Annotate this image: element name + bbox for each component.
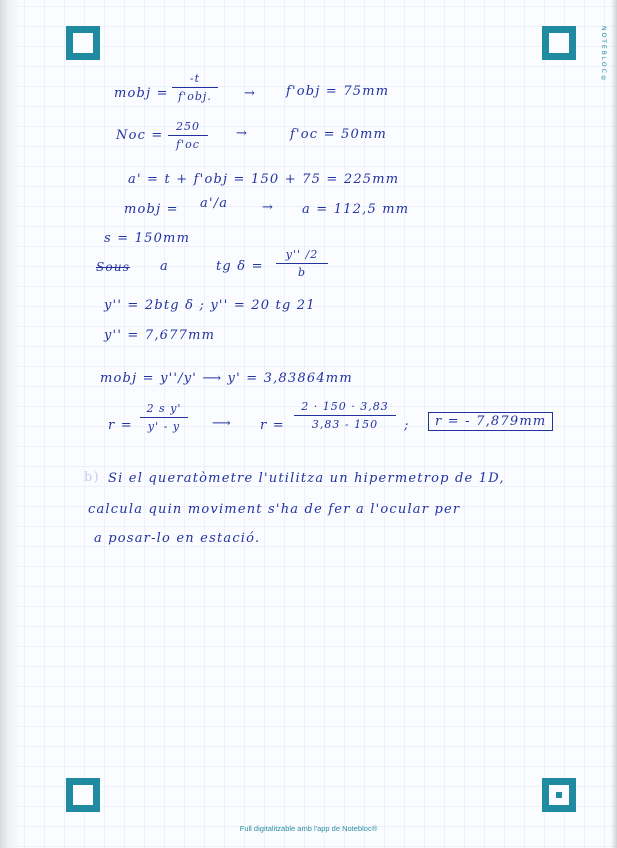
line10-lhs: r = [108,418,133,433]
fraction-bar [294,415,396,416]
question-line-3: a posar-lo en estació. [94,531,261,546]
question-line-1: Si el queratòmetre l'utilitza un hipermetrop de 1D, [108,471,505,486]
line2-lhs: Noc = [116,128,164,143]
line10-arrow-icon: ⟶ [212,416,232,431]
fraction-bar [168,135,208,136]
line8-text: y'' = 7,677mm [104,328,216,343]
corner-marker-bottom-right [542,778,576,812]
fraction-bar [172,87,218,88]
line6-fraction [276,248,328,279]
line1-numerator: -t [189,72,201,85]
footer-notice: Full digitalitzable amb l'app de Notebloc® [239,824,378,833]
line10-mid: r = [260,418,285,433]
question-label: b) [84,470,100,485]
line2-arrow-icon: → [236,126,249,141]
line6-lhs: tg δ = [216,259,264,274]
line10-fraction-1 [140,402,188,433]
line10-denominator-2: 3,83 - 150 [311,418,379,431]
fraction-bar [140,417,188,418]
corner-marker-top-right [542,26,576,60]
line2-numerator: 250 [176,120,200,133]
brand-vertical-text: NOTEBLOC® [600,26,607,84]
marker-dot-icon [556,792,562,798]
page-edge-shadow [611,0,617,848]
line10-denominator-1: y' - y [147,420,181,433]
corner-marker-top-left [66,26,100,60]
line10-fraction-2 [294,400,396,431]
line1-result: f'obj = 75mm [286,84,390,99]
line4-lhs: mobj = [124,202,179,217]
line6-struck-word: Sous [96,260,131,274]
corner-marker-bottom-left [66,778,100,812]
line7-text: y'' = 2btg δ ; y'' = 20 tg 21 [104,298,316,313]
line4-arrow-icon: → [262,200,275,215]
line4-mid: a'/a [200,196,229,211]
line4-result: a = 112,5 mm [302,202,410,217]
line10-separator: ; [404,418,410,433]
fraction-bar [276,263,328,264]
line6-a: a [160,259,169,274]
line2-result: f'oc = 50mm [290,127,388,142]
final-answer-box: r = - 7,879mm [428,412,553,431]
line1-arrow-icon: → [244,86,257,101]
line3-text: a' = t + f'obj = 150 + 75 = 225mm [128,172,400,187]
question-line-2: calcula quin moviment s'ha de fer a l'ocular per [88,502,461,517]
line1-fraction [172,72,218,103]
line6-numerator: y'' /2 [285,248,319,261]
line2-denominator: f'oc [176,138,200,151]
line2-fraction [168,120,208,151]
line6-denominator: b [297,266,307,279]
line10-numerator-2: 2 · 150 · 3,83 [301,400,389,413]
line1-denominator: f'obj. [178,90,212,103]
line10-numerator-1: 2 s y' [146,402,182,415]
line1-lhs: mobj = [114,86,169,101]
line9-text: mobj = y''/y' ⟶ y' = 3,83864mm [100,371,353,386]
line5-text: s = 150mm [104,231,191,246]
